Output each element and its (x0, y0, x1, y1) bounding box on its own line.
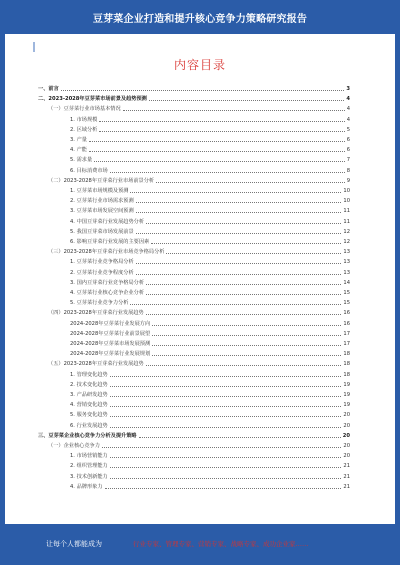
toc-entry[interactable] (70, 298, 350, 306)
toc-heading: 内容目录 (173, 58, 226, 72)
toc-leader-dots (110, 386, 342, 387)
toc-leader-dots (94, 161, 345, 162)
toc-entry-label: 一、前言 (38, 86, 59, 92)
toc-entry[interactable] (70, 155, 350, 163)
toc-entry[interactable] (70, 451, 350, 459)
toc-leader-dots (110, 478, 342, 479)
toc-leader-dots (99, 121, 344, 122)
toc-entry-label: 2024-2028年豆芽菜行业前景展望 (70, 330, 151, 337)
toc-leader-dots (146, 223, 341, 224)
toc-leader-dots (151, 243, 341, 244)
right-decor-stripe (395, 34, 400, 524)
footer-roles: 行业专家、管理专家、营销专家、战略专家、成功企业家…… (133, 540, 309, 548)
toc-entry-page: 6 (346, 147, 350, 154)
toc-entry-page: 6 (346, 137, 350, 143)
toc-entry[interactable] (48, 176, 350, 184)
toc-entry[interactable] (70, 349, 350, 357)
toc-entry-page: 10 (343, 198, 350, 205)
toc-entry-label: 2. 组织管理能力 (70, 463, 108, 470)
toc-entry-label: 2024-2028年豆芽菜行业发展规划 (70, 351, 151, 358)
toc-leader-dots (156, 182, 345, 183)
toc-entry-page: 11 (343, 218, 350, 225)
toc-entry-label: 5. 服务变化趋势 (70, 412, 108, 419)
toc-entry-page: 20 (343, 422, 350, 429)
toc-entry[interactable] (70, 166, 350, 174)
toc-entry-page: 18 (343, 361, 350, 368)
left-decor-stripe (0, 34, 5, 524)
toc-leader-dots (110, 467, 342, 468)
toc-entry[interactable] (70, 125, 350, 133)
toc-entry-page: 20 (342, 432, 350, 439)
toc-entry-label: 5. 豆芽菜行业竞争力分析 (70, 300, 129, 307)
toc-entry-page: 11 (343, 208, 350, 215)
toc-entry[interactable] (70, 482, 350, 490)
toc-leader-dots (110, 416, 342, 417)
toc-leader-dots (110, 427, 342, 428)
toc-entry-label: 4. 品牌形象力 (70, 483, 103, 490)
footer-banner (0, 524, 400, 565)
toc-entry-page: 20 (343, 412, 350, 419)
toc-entry-page: 9 (346, 177, 350, 184)
toc-entry-page: 13 (343, 259, 350, 266)
toc-leader-dots (136, 274, 342, 275)
toc-entry-label: 6. 目标消费市场 (70, 167, 108, 174)
toc-leader-dots (110, 396, 342, 397)
toc-leader-dots (110, 376, 342, 377)
toc-entry[interactable] (70, 400, 350, 408)
toc-entry[interactable] (38, 94, 350, 102)
toc-entry-label: 6. 行业发展趋势 (70, 422, 108, 429)
toc-entry-page: 13 (343, 249, 350, 256)
toc-entry-label: 1. 市场规模 (70, 116, 98, 123)
toc-entry-page: 4 (346, 116, 350, 123)
toc-leader-dots (89, 151, 345, 152)
toc-leader-dots (89, 141, 345, 142)
toc-leader-dots (149, 100, 345, 101)
toc-leader-dots (136, 202, 342, 203)
toc-leader-dots (110, 406, 342, 407)
toc-entry[interactable] (70, 237, 350, 245)
toc-entry[interactable] (48, 247, 350, 255)
toc-entry-label: 6. 影响豆芽菜行业发展的主要因素 (70, 239, 150, 245)
toc-entry-page: 5 (346, 126, 350, 133)
toc-entry[interactable] (48, 441, 350, 449)
toc-entry-page: 19 (343, 402, 350, 409)
toc-entry-label: 三、豆芽菜企业核心竞争力分析及提升策略 (38, 432, 137, 439)
toc-leader-dots (61, 90, 345, 91)
toc-leader-dots (152, 355, 341, 356)
toc-entry-label: 二、2023-2028年豆芽菜市场前景及趋势预测 (38, 96, 147, 103)
toc-entry-label: （二）2023-2028年豆芽菜行业市场前景分析 (48, 177, 155, 184)
toc-entry-page: 12 (343, 228, 350, 235)
toc-leader-dots (152, 325, 341, 326)
toc-leader-dots (102, 447, 342, 448)
toc-entry[interactable] (70, 410, 350, 418)
toc-entry-label: 1. 市场营销能力 (70, 453, 108, 460)
toc-leader-dots (146, 284, 341, 285)
toc-entry-page: 17 (343, 330, 350, 337)
toc-entry-label: 3. 技术创新能力 (70, 473, 108, 480)
toc-entry-page: 4 (346, 106, 350, 113)
toc-entry-page: 16 (343, 310, 350, 317)
toc-leader-dots (99, 131, 344, 132)
toc-entry-page: 10 (343, 188, 350, 194)
toc-entry-page: 20 (343, 453, 350, 460)
toc-entry-page: 3 (346, 86, 350, 92)
toc-entry[interactable] (38, 84, 350, 92)
toc-entry[interactable] (70, 217, 350, 225)
toc-entry[interactable] (70, 339, 350, 347)
toc-entry[interactable] (48, 359, 350, 367)
toc-entry[interactable] (70, 196, 350, 204)
toc-entry-page: 8 (346, 167, 350, 174)
toc-entry-label: 2. 豆芽菜行业市场需求预测 (70, 198, 134, 205)
toc-entry[interactable] (70, 278, 350, 286)
toc-entry[interactable] (70, 257, 350, 265)
footer-slogan: 让每个人都能成为 (46, 540, 102, 548)
toc-entry-label: 4. 产能 (70, 147, 87, 154)
toc-entry[interactable] (70, 329, 350, 337)
toc-entry-label: 5. 需求量 (70, 157, 93, 164)
toc-entry[interactable] (70, 135, 350, 143)
toc-entry[interactable] (70, 206, 350, 214)
toc-entry[interactable] (70, 370, 350, 378)
toc-entry[interactable] (48, 308, 350, 316)
toc-entry[interactable] (70, 380, 350, 388)
toc-entry-label: 3. 产量 (70, 137, 87, 143)
toc-entry[interactable] (70, 461, 350, 469)
toc-entry[interactable] (70, 421, 350, 429)
toc-entry-label: 3. 豆芽菜市场发展空间预测 (70, 208, 134, 215)
toc-leader-dots (152, 335, 341, 336)
toc-entry-page: 19 (343, 381, 350, 388)
toc-entry-page: 17 (343, 341, 350, 347)
toc-entry-label: 3. 产品研发趋势 (70, 392, 108, 398)
toc-leader-dots (130, 304, 341, 305)
toc-entry[interactable] (70, 186, 350, 194)
toc-entry-label: 2. 豆芽菜行业竞争程度分析 (70, 269, 134, 276)
toc-leader-dots (136, 263, 342, 264)
toc-entry-label: 5. 我国豆芽菜市场发展前景 (70, 228, 134, 235)
toc-entry-page: 20 (343, 443, 350, 449)
toc-entry-page: 19 (343, 392, 350, 398)
toc-entry-page: 21 (343, 463, 350, 470)
toc-entry-page: 16 (343, 320, 350, 327)
toc-entry-label: 2024-2028年豆芽菜市场发展预测 (70, 341, 151, 347)
toc-entry[interactable] (48, 104, 350, 112)
toc-entry-label: 4. 豆芽菜行业核心竞争企业分析 (70, 290, 145, 296)
toc-entry-label: 2. 区域分析 (70, 126, 98, 133)
toc-entry-label: 1. 豆芽菜行业竞争格局分析 (70, 259, 134, 266)
toc-entry-label: （四）2023-2028年豆芽菜行业发展趋势 (48, 310, 144, 317)
toc-entry-label: （一）豆芽菜行业市场基本情况 (48, 106, 121, 113)
toc-entry-label: （五）2023-2028年豆芽菜行业发展趋势 (48, 361, 144, 368)
toc-leader-dots (166, 253, 341, 254)
toc-entry-label: 4. 营销变化趋势 (70, 402, 108, 409)
toc-entry[interactable] (70, 390, 350, 398)
toc-entry-label: 3. 国内豆芽菜行业竞争格局分析 (70, 279, 145, 286)
toc-leader-dots (110, 457, 342, 458)
toc-entry-page: 18 (343, 351, 350, 358)
corner-mark (33, 42, 39, 52)
toc-leader-dots (130, 192, 341, 193)
toc-entry-page: 7 (346, 157, 350, 164)
toc-leader-dots (139, 437, 341, 438)
toc-entry-page: 21 (343, 473, 350, 480)
toc-leader-dots (146, 365, 342, 366)
toc-entry-label: 4. 中国豆芽菜行业发展趋势分析 (70, 218, 145, 225)
toc-leader-dots (105, 488, 342, 489)
toc-entry[interactable] (38, 431, 350, 439)
toc-entry-page: 13 (343, 269, 350, 276)
toc-entry-label: 2024-2028年豆芽菜行业发展方向 (70, 320, 151, 327)
toc-entry[interactable] (70, 288, 350, 296)
toc-entry-page: 4 (346, 96, 350, 103)
toc-entry-page: 15 (343, 300, 350, 307)
toc-leader-dots (136, 233, 342, 234)
toc-leader-dots (146, 294, 341, 295)
toc-entry[interactable] (70, 145, 350, 153)
toc-entry-label: （一）企业核心竞争力 (48, 443, 100, 449)
toc-leader-dots (136, 212, 342, 213)
toc-entry-label: 2. 技术变化趋势 (70, 381, 108, 388)
toc-entry-page: 15 (343, 290, 350, 296)
report-title: 豆芽菜企业打造和提升核心竞争力策略研究报告 (92, 13, 308, 25)
toc-entry[interactable] (70, 268, 350, 276)
toc-entry[interactable] (70, 472, 350, 480)
toc-entry[interactable] (70, 115, 350, 123)
toc-entry-label: 1. 豆芽菜市场规模及预测 (70, 188, 129, 194)
toc-leader-dots (152, 345, 341, 346)
toc-entry[interactable] (70, 319, 350, 327)
toc-entry-page: 18 (343, 371, 350, 378)
header-banner (0, 0, 400, 34)
toc-entry-label: （三）2023-2028年豆芽菜行业市场竞争格局分析 (48, 249, 165, 256)
toc-entry[interactable] (70, 227, 350, 235)
toc-entry-page: 12 (343, 239, 350, 245)
toc-leader-dots (110, 172, 345, 173)
toc-leader-dots (146, 314, 342, 315)
toc-leader-dots (123, 110, 345, 111)
toc-entry-label: 1. 管理变化趋势 (70, 371, 108, 378)
toc-entry-page: 14 (343, 279, 350, 286)
toc-entry-page: 21 (343, 483, 350, 490)
